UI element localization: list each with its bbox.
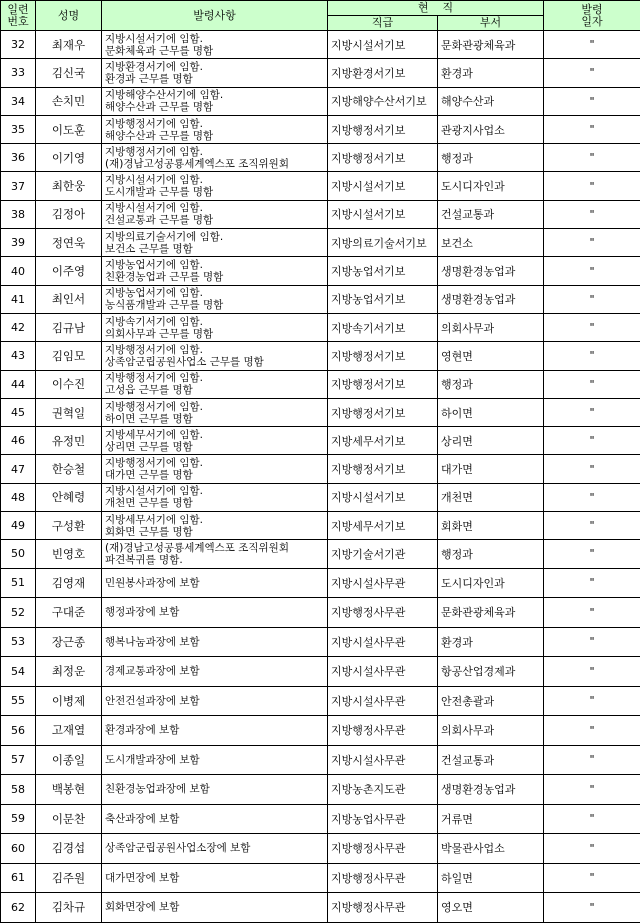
cell-date: " (544, 427, 640, 455)
order-line: 지방농업서기에 임함. (105, 259, 327, 271)
order-line: 도시개발과장에 보함 (105, 754, 327, 766)
cell-name: 이수진 (36, 370, 102, 398)
table-row (1, 144, 640, 172)
cell-grade: 지방시설사무관 (328, 568, 438, 598)
cell-order (102, 627, 328, 657)
order-line: 문화체육과 근무를 명함 (105, 45, 327, 57)
order-line: 대가면장에 보함 (105, 872, 327, 884)
cell-grade: 지방속기서기보 (328, 313, 438, 341)
table-row (1, 31, 640, 59)
cell-order (102, 716, 328, 746)
cell-name: 정연욱 (36, 229, 102, 257)
table-row (1, 427, 640, 455)
table-row (1, 200, 640, 228)
cell-name: 안혜령 (36, 483, 102, 511)
cell-order (102, 31, 328, 59)
cell-date: " (544, 483, 640, 511)
cell-date: " (544, 370, 640, 398)
cell-order (102, 257, 328, 285)
cell-name: 장근종 (36, 627, 102, 657)
cell-dept: 회화면 (438, 512, 544, 540)
order-line: 지방행정서기에 임함. (105, 118, 327, 130)
cell-name: 김임모 (36, 342, 102, 370)
col-header-dept: 부서 (438, 16, 544, 31)
cell-no: 53 (1, 627, 36, 657)
cell-name: 이기영 (36, 144, 102, 172)
cell-dept: 도시디자인과 (438, 172, 544, 200)
cell-dept: 환경과 (438, 59, 544, 87)
cell-dept: 생명환경농업과 (438, 285, 544, 313)
cell-order (102, 745, 328, 775)
table-row (1, 657, 640, 687)
cell-order (102, 568, 328, 598)
cell-dept: 상리면 (438, 427, 544, 455)
cell-date: " (544, 745, 640, 775)
table-row (1, 313, 640, 341)
cell-date: " (544, 775, 640, 805)
order-line: (재)경남고성공룡세계엑스포 조직위원회 (105, 542, 327, 554)
cell-dept: 영현면 (438, 342, 544, 370)
order-line: 해양수산과 근무를 명함 (105, 130, 327, 142)
table-row (1, 483, 640, 511)
order-line: 지방속기서기에 임함. (105, 316, 327, 328)
order-line: 지방농업서기에 임함. (105, 287, 327, 299)
cell-grade: 지방농업서기보 (328, 285, 438, 313)
cell-order (102, 229, 328, 257)
cell-no: 37 (1, 172, 36, 200)
order-line: 행정과장에 보함 (105, 606, 327, 618)
cell-date: " (544, 804, 640, 834)
table-row (1, 745, 640, 775)
cell-order (102, 483, 328, 511)
cell-dept: 건설교통과 (438, 200, 544, 228)
cell-no: 34 (1, 87, 36, 115)
cell-order (102, 144, 328, 172)
order-line: 지방시설서기에 임함. (105, 33, 327, 45)
cell-grade: 지방행정사무관 (328, 716, 438, 746)
cell-no: 43 (1, 342, 36, 370)
cell-name: 김주원 (36, 863, 102, 893)
table-row (1, 686, 640, 716)
cell-grade: 지방해양수산서기보 (328, 87, 438, 115)
col-header-name: 성명 (36, 1, 102, 31)
cell-date: " (544, 285, 640, 313)
cell-dept: 행정과 (438, 370, 544, 398)
cell-date: " (544, 568, 640, 598)
table-row (1, 398, 640, 426)
table-row (1, 257, 640, 285)
cell-date: " (544, 87, 640, 115)
cell-dept: 문화관광체육과 (438, 598, 544, 628)
cell-dept: 개천면 (438, 483, 544, 511)
cell-name: 손치민 (36, 87, 102, 115)
order-line: 지방행정서기에 임함. (105, 146, 327, 158)
cell-date: " (544, 657, 640, 687)
order-line: 상족암군립공원사업소 근무를 명함 (105, 356, 327, 368)
cell-dept: 행정과 (438, 144, 544, 172)
order-line: 지방행정서기에 임함. (105, 401, 327, 413)
cell-order (102, 598, 328, 628)
cell-no: 40 (1, 257, 36, 285)
cell-date: " (544, 172, 640, 200)
cell-date: " (544, 686, 640, 716)
order-line: (재)경남고성공룡세계엑스포 조직위원회 (105, 158, 327, 170)
order-line: 지방시설서기에 임함. (105, 485, 327, 497)
cell-no: 41 (1, 285, 36, 313)
cell-order (102, 172, 328, 200)
cell-name: 빈영호 (36, 540, 102, 568)
order-line: 행복나눔과장에 보함 (105, 636, 327, 648)
cell-no: 56 (1, 716, 36, 746)
cell-grade: 지방행정서기보 (328, 455, 438, 483)
cell-order (102, 200, 328, 228)
cell-grade: 지방시설서기보 (328, 31, 438, 59)
table-row (1, 512, 640, 540)
cell-dept: 하이면 (438, 398, 544, 426)
cell-order (102, 893, 328, 923)
table-row (1, 834, 640, 864)
cell-grade: 지방행정서기보 (328, 115, 438, 143)
order-line: 지방세무서기에 임함. (105, 429, 327, 441)
cell-no: 60 (1, 834, 36, 864)
cell-dept: 보건소 (438, 229, 544, 257)
table-row (1, 59, 640, 87)
order-line: 도시개발과 근무를 명함 (105, 186, 327, 198)
table-row (1, 229, 640, 257)
cell-grade: 지방기술서기관 (328, 540, 438, 568)
cell-order (102, 804, 328, 834)
cell-grade: 지방행정서기보 (328, 342, 438, 370)
order-line: 대가면 근무를 명함 (105, 469, 327, 481)
order-line: 경제교통과장에 보함 (105, 665, 327, 677)
order-line: 지방행정서기에 임함. (105, 457, 327, 469)
cell-no: 39 (1, 229, 36, 257)
cell-date: " (544, 257, 640, 285)
col-header-current: 현 직 (328, 1, 544, 16)
order-line: 해양수산과 근무를 명함 (105, 101, 327, 113)
cell-name: 한승철 (36, 455, 102, 483)
cell-dept: 건설교통과 (438, 745, 544, 775)
order-line: 파견복귀를 명함. (105, 554, 327, 566)
col-header-order: 발령사항 (102, 1, 328, 31)
cell-no: 58 (1, 775, 36, 805)
cell-date: " (544, 627, 640, 657)
cell-no: 62 (1, 893, 36, 923)
cell-name: 이주영 (36, 257, 102, 285)
cell-no: 52 (1, 598, 36, 628)
cell-dept: 생명환경농업과 (438, 775, 544, 805)
cell-name: 최인서 (36, 285, 102, 313)
cell-grade: 지방행정서기보 (328, 370, 438, 398)
cell-order (102, 398, 328, 426)
cell-date: " (544, 512, 640, 540)
order-line: 고성읍 근무를 명함 (105, 384, 327, 396)
cell-grade: 지방행정사무관 (328, 863, 438, 893)
cell-name: 김영재 (36, 568, 102, 598)
order-line: 안전건설과장에 보함 (105, 695, 327, 707)
cell-dept: 행정과 (438, 540, 544, 568)
cell-grade: 지방행정사무관 (328, 893, 438, 923)
cell-grade: 지방행정사무관 (328, 834, 438, 864)
cell-dept: 도시디자인과 (438, 568, 544, 598)
table-row (1, 775, 640, 805)
cell-order (102, 863, 328, 893)
cell-name: 유정민 (36, 427, 102, 455)
cell-no: 50 (1, 540, 36, 568)
table-row (1, 87, 640, 115)
cell-date: " (544, 115, 640, 143)
order-line: 친환경농업과장에 보함 (105, 783, 327, 795)
order-line: 하이면 근무를 명함 (105, 413, 327, 425)
cell-date: " (544, 313, 640, 341)
cell-order (102, 115, 328, 143)
cell-grade: 지방환경서기보 (328, 59, 438, 87)
order-line: 지방시설서기에 임함. (105, 174, 327, 186)
table-row (1, 115, 640, 143)
order-line: 지방행정서기에 임함. (105, 372, 327, 384)
cell-name: 이도훈 (36, 115, 102, 143)
order-line: 농식품개발과 근무를 명함 (105, 299, 327, 311)
cell-no: 54 (1, 657, 36, 687)
table-row (1, 455, 640, 483)
cell-date: " (544, 200, 640, 228)
order-line: 지방세무서기에 임함. (105, 514, 327, 526)
table-row (1, 370, 640, 398)
table-row (1, 716, 640, 746)
cell-no: 35 (1, 115, 36, 143)
cell-no: 32 (1, 31, 36, 59)
cell-name: 김신국 (36, 59, 102, 87)
cell-name: 이문찬 (36, 804, 102, 834)
table-body (1, 31, 640, 923)
table-row (1, 804, 640, 834)
cell-date: " (544, 31, 640, 59)
cell-name: 권혁일 (36, 398, 102, 426)
cell-dept: 영오면 (438, 893, 544, 923)
cell-dept: 생명환경농업과 (438, 257, 544, 285)
table-row (1, 863, 640, 893)
cell-no: 42 (1, 313, 36, 341)
order-line: 지방해양수산서기에 임함. (105, 89, 327, 101)
order-line: 민원봉사과장에 보함 (105, 577, 327, 589)
cell-dept: 문화관광체육과 (438, 31, 544, 59)
cell-name: 최재우 (36, 31, 102, 59)
table-row (1, 627, 640, 657)
table-row (1, 172, 640, 200)
cell-no: 38 (1, 200, 36, 228)
cell-no: 51 (1, 568, 36, 598)
cell-no: 36 (1, 144, 36, 172)
cell-date: " (544, 59, 640, 87)
order-line: 친환경농업과 근무를 명함 (105, 271, 327, 283)
cell-no: 46 (1, 427, 36, 455)
cell-grade: 지방시설사무관 (328, 745, 438, 775)
order-line: 건설교통과 근무를 명함 (105, 214, 327, 226)
table-row (1, 342, 640, 370)
cell-name: 김경섭 (36, 834, 102, 864)
cell-name: 김정아 (36, 200, 102, 228)
cell-grade: 지방시설사무관 (328, 686, 438, 716)
cell-no: 49 (1, 512, 36, 540)
cell-order (102, 285, 328, 313)
cell-name: 고재열 (36, 716, 102, 746)
cell-dept: 관광지사업소 (438, 115, 544, 143)
cell-name: 백봉현 (36, 775, 102, 805)
cell-name: 최한웅 (36, 172, 102, 200)
order-line: 회화면 근무를 명함 (105, 526, 327, 538)
cell-order (102, 313, 328, 341)
cell-order (102, 540, 328, 568)
cell-grade: 지방행정서기보 (328, 398, 438, 426)
cell-order (102, 59, 328, 87)
cell-dept: 항공산업경제과 (438, 657, 544, 687)
cell-order (102, 427, 328, 455)
cell-grade: 지방행정서기보 (328, 144, 438, 172)
order-line: 지방환경서기에 임함. (105, 61, 327, 73)
cell-dept: 의회사무과 (438, 716, 544, 746)
cell-grade: 지방의료기술서기보 (328, 229, 438, 257)
cell-dept: 하일면 (438, 863, 544, 893)
cell-date: " (544, 834, 640, 864)
cell-date: " (544, 455, 640, 483)
cell-grade: 지방시설서기보 (328, 172, 438, 200)
table-row (1, 598, 640, 628)
cell-name: 김차규 (36, 893, 102, 923)
cell-date: " (544, 398, 640, 426)
cell-date: " (544, 863, 640, 893)
cell-dept: 박물관사업소 (438, 834, 544, 864)
cell-grade: 지방시설사무관 (328, 657, 438, 687)
table-row (1, 893, 640, 923)
cell-order (102, 87, 328, 115)
cell-dept: 환경과 (438, 627, 544, 657)
cell-order (102, 455, 328, 483)
cell-no: 57 (1, 745, 36, 775)
table-row (1, 540, 640, 568)
cell-dept: 안전총괄과 (438, 686, 544, 716)
cell-date: " (544, 144, 640, 172)
cell-dept: 대가면 (438, 455, 544, 483)
order-line: 회화면장에 보함 (105, 901, 327, 913)
table-row (1, 285, 640, 313)
order-line: 상리면 근무를 명함 (105, 441, 327, 453)
table-row (1, 568, 640, 598)
cell-grade: 지방세무서기보 (328, 512, 438, 540)
cell-date: " (544, 540, 640, 568)
order-line: 지방행정서기에 임함. (105, 344, 327, 356)
cell-grade: 지방행정사무관 (328, 598, 438, 628)
cell-date: " (544, 229, 640, 257)
order-line: 환경과장에 보함 (105, 724, 327, 736)
cell-grade: 지방시설서기보 (328, 483, 438, 511)
cell-no: 45 (1, 398, 36, 426)
order-line: 의회사무과 근무를 명함 (105, 328, 327, 340)
order-line: 상족암군립공원사업소장에 보함 (105, 842, 327, 854)
cell-order (102, 834, 328, 864)
cell-no: 59 (1, 804, 36, 834)
col-header-grade: 직급 (328, 16, 438, 31)
cell-grade: 지방농업사무관 (328, 804, 438, 834)
cell-no: 47 (1, 455, 36, 483)
cell-order (102, 342, 328, 370)
cell-dept: 의회사무과 (438, 313, 544, 341)
cell-grade: 지방시설서기보 (328, 200, 438, 228)
cell-date: " (544, 598, 640, 628)
cell-no: 48 (1, 483, 36, 511)
cell-dept: 거류면 (438, 804, 544, 834)
cell-grade: 지방농촌지도관 (328, 775, 438, 805)
cell-order (102, 686, 328, 716)
order-line: 축산과장에 보함 (105, 813, 327, 825)
cell-order (102, 657, 328, 687)
order-line: 지방시설서기에 임함. (105, 202, 327, 214)
cell-name: 구성환 (36, 512, 102, 540)
order-line: 개천면 근무를 명함 (105, 497, 327, 509)
cell-no: 55 (1, 686, 36, 716)
col-header-no: 일련 번호 (1, 1, 36, 31)
cell-name: 이종일 (36, 745, 102, 775)
cell-date: " (544, 716, 640, 746)
cell-no: 61 (1, 863, 36, 893)
cell-grade: 지방시설사무관 (328, 627, 438, 657)
cell-name: 최정운 (36, 657, 102, 687)
order-line: 환경과 근무를 명함 (105, 73, 327, 85)
cell-dept: 해양수산과 (438, 87, 544, 115)
cell-order (102, 370, 328, 398)
cell-date: " (544, 342, 640, 370)
order-line: 지방의료기술서기에 임함. (105, 231, 327, 243)
cell-name: 구대준 (36, 598, 102, 628)
cell-grade: 지방농업서기보 (328, 257, 438, 285)
cell-name: 이병제 (36, 686, 102, 716)
cell-grade: 지방세무서기보 (328, 427, 438, 455)
cell-name: 김규남 (36, 313, 102, 341)
cell-date: " (544, 893, 640, 923)
order-line: 보건소 근무를 명함 (105, 243, 327, 255)
cell-order (102, 775, 328, 805)
cell-order (102, 512, 328, 540)
col-header-date: 발령 일자 (544, 1, 640, 31)
cell-no: 33 (1, 59, 36, 87)
cell-no: 44 (1, 370, 36, 398)
